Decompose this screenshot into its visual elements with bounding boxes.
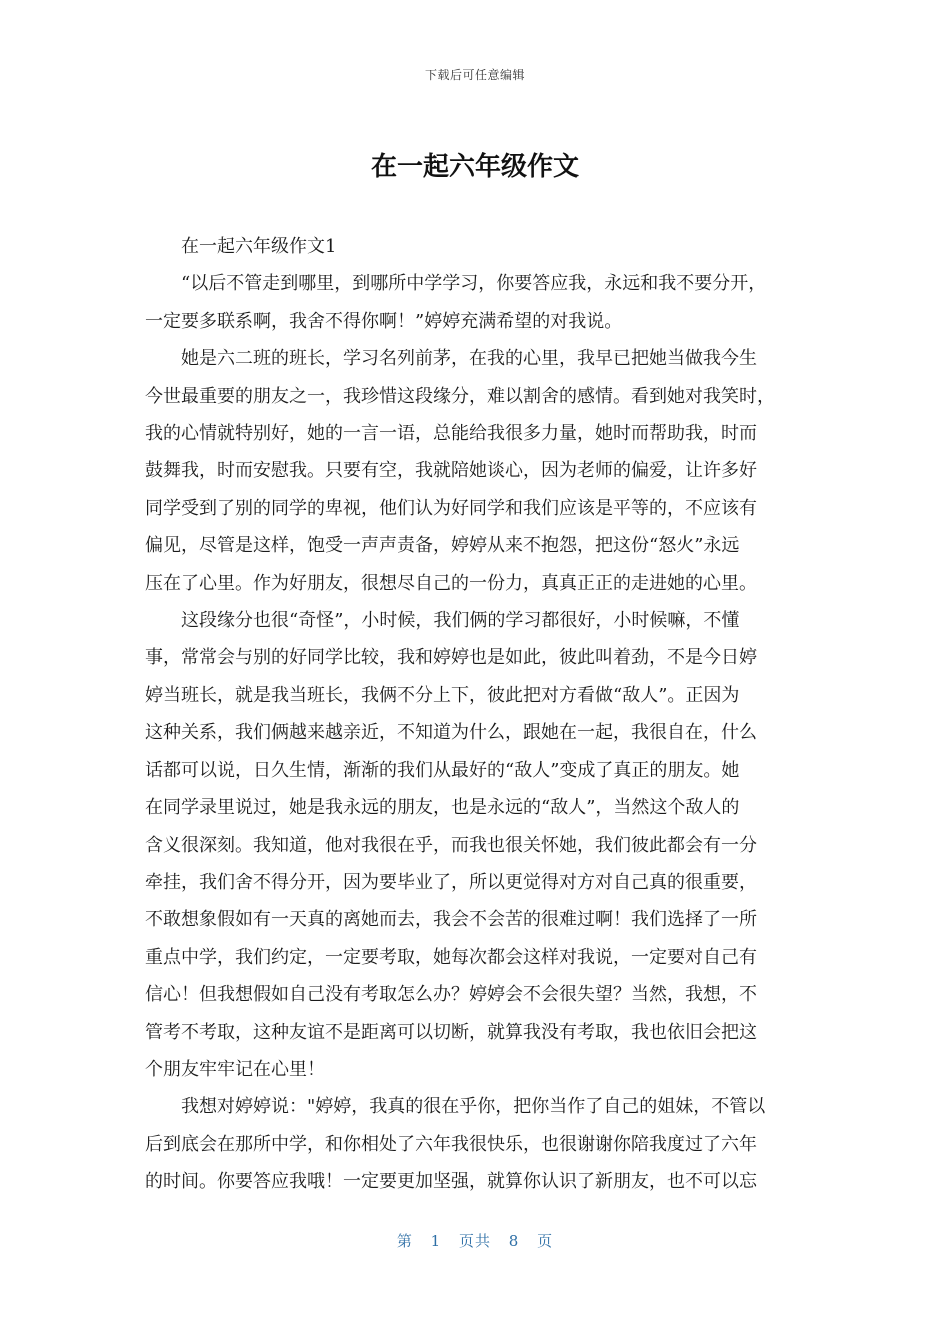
paragraph-line: 含义很深刻。我知道，他对我很在乎，而我也很关怀她，我们彼此都会有一分 [145,834,757,856]
paragraph-line: 这种关系，我们俩越来越亲近，不知道为什么，跟她在一起，我很自在，什么 [145,722,757,744]
paragraph-line: 今世最重要的朋友之一，我珍惜这段缘分，难以割舍的感情。看到她对我笑时， [145,385,775,407]
header-note: 下载后可任意编辑 [424,68,525,82]
paragraph-line: 同学受到了别的同学的卑视，他们认为好同学和我们应该是平等的，不应该有 [145,497,757,519]
footer-label-end: 页 [537,1232,554,1250]
paragraph [145,228,807,265]
paragraph-line: 在同学录里说过，她是我永远的朋友，也是永远的“敌人”，当然这个敌人的 [145,797,740,819]
paragraph-line: 我的心情就特别好，她的一言一语，总能给我很多力量，她时而帮助我，时而 [145,423,757,445]
paragraph-line: 一定要多联系啊，我舍不得你啊！”婷婷充满希望的对我说。 [145,310,623,332]
paragraph-line: 事，常常会与别的好同学比较，我和婷婷也是如此，彼此叫着劲，不是今日婷 [145,647,757,669]
paragraph [145,340,807,602]
paragraph-line: 这段缘分也很“奇怪”，小时候，我们俩的学习都很好，小时候嘛，不懂 [181,610,740,632]
paragraph [145,1088,807,1200]
paragraph-line: 不敢想象假如有一天真的离她而去，我会不会苦的很难过啊！我们选择了一所 [145,909,757,931]
paragraph-line: 婷当班长，就是我当班长，我俩不分上下，彼此把对方看做“敌人”。正因为 [145,684,740,706]
paragraph-line: 我想对婷婷说："婷婷，我真的很在乎你，把你当作了自己的姐妹，不管以 [181,1096,766,1118]
paragraph-line: 话都可以说，日久生情，渐渐的我们从最好的“敌人”变成了真正的朋友。她 [145,759,740,781]
paragraph-line: 她是六二班的班长，学习名列前茅，在我的心里，我早已把她当做我今生 [181,348,757,370]
paragraph-line: “以后不管走到哪里，到哪所中学学习，你要答应我，永远和我不要分开， [181,273,767,295]
paragraph-line: 后到底会在那所中学，和你相处了六年我很快乐，也很谢谢你陪我度过了六年 [145,1133,757,1155]
paragraph-line: 鼓舞我，时而安慰我。只要有空，我就陪她谈心，因为老师的偏爱，让许多好 [145,460,757,482]
footer-total-pages: 8 [508,1232,520,1250]
paragraph-line: 压在了心里。作为好朋友，很想尽自己的一份力，真真正正的走进她的心里。 [145,572,757,594]
footer-current-page: 1 [430,1232,442,1250]
paragraph [145,265,807,340]
paragraph [145,602,807,1088]
paragraph-line: 的时间。你要答应我哦！一定要更加坚强，就算你认识了新朋友，也不可以忘 [145,1171,757,1193]
paragraph-line: 管考不考取，这种友谊不是距离可以切断，就算我没有考取，我也依旧会把这 [145,1021,757,1043]
footer-label-of: 页共 [458,1232,491,1250]
page-footer [0,1230,950,1251]
paragraph-line: 信心！但我想假如自己没有考取怎么办？婷婷会不会很失望？当然，我想，不 [145,984,757,1006]
paragraph-line: 偏见，尽管是这样，饱受一声声责备，婷婷从来不抱怨，把这份“怒火”永远 [145,535,740,557]
document-title: 在一起六年级作文 [370,152,579,182]
paragraph-line: 在一起六年级作文1 [181,236,337,257]
paragraph-line: 重点中学，我们约定，一定要考取，她每次都会这样对我说，一定要对自己有 [145,946,757,968]
paragraph-line: 个朋友牢牢记在心里！ [145,1058,325,1080]
document-body [145,228,807,1201]
paragraph-line: 牵挂，我们舍不得分开，因为要毕业了，所以更觉得对方对自己真的很重要， [145,871,757,893]
footer-label-page: 第 [396,1232,413,1250]
